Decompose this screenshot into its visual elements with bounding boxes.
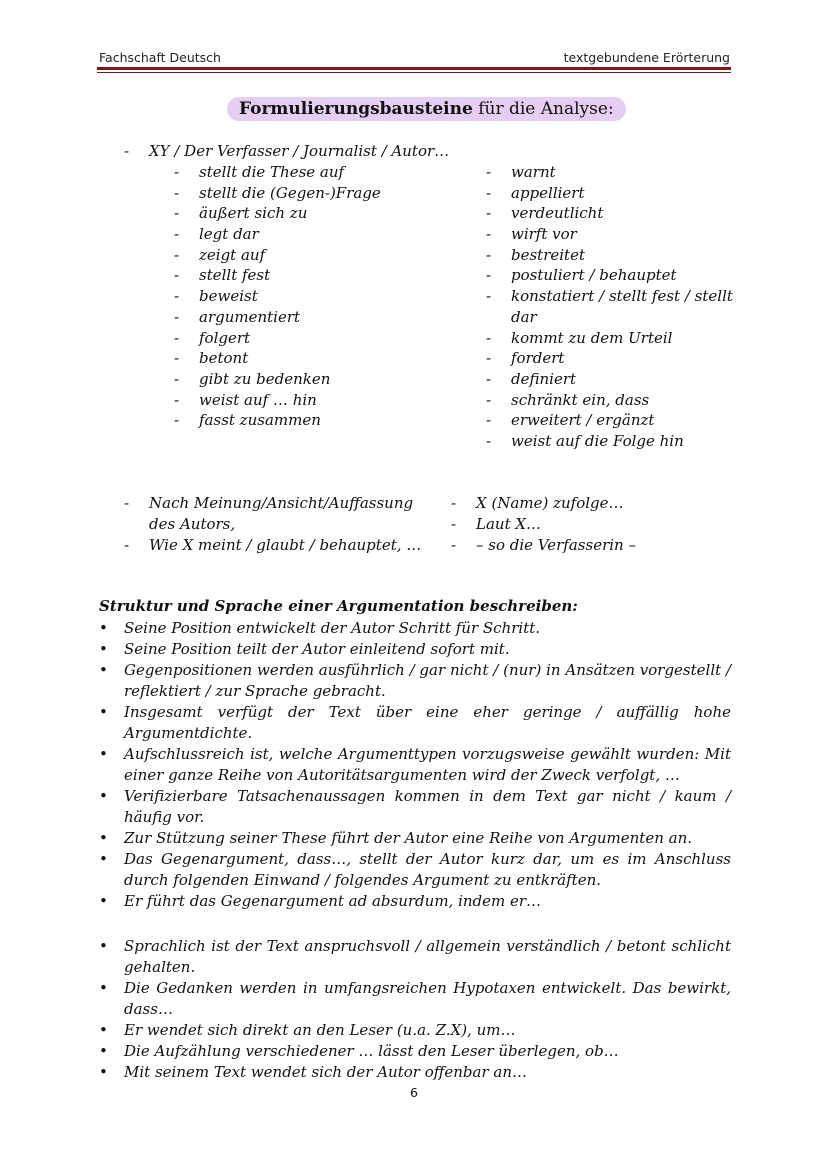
list-item-text: zeigt auf [199, 245, 266, 264]
list-item-text: weist auf … hin [199, 390, 317, 409]
list-item-text: stellt die These auf [199, 163, 345, 181]
list-item-text: betont [199, 349, 249, 368]
list-dash: - [486, 390, 492, 409]
list-dash: - [174, 245, 180, 264]
list-item-text: legt dar [199, 225, 259, 244]
list-item-text: wirft vor [511, 225, 577, 244]
list-item-text: fasst zusammen [199, 411, 321, 430]
intro-text: XY / Der Verfasser / Journalist / Autor… [149, 142, 450, 160]
list-item-text: beweist [199, 287, 258, 306]
bullet-item: • Mit seinem Text wendet sich der Autor offenbar an… [99, 1062, 731, 1083]
opinion-left-1: Nach Meinung/Ansicht/Auffassung [149, 494, 414, 512]
list-dash: - [486, 204, 492, 223]
list-item-text: bestreitet [511, 245, 585, 264]
opinion-right-3: – so die Verfasserin – [476, 536, 636, 554]
bullet-item: • Verifizierbare Tatsachenaussagen kommen in dem Text gar nicht / kaum / häufig vor. [99, 786, 731, 828]
opinion-left-3: Wie X meint / glaubt / behauptet, … [149, 536, 422, 554]
list-dash: - [486, 245, 492, 264]
list-dash: - [486, 163, 492, 181]
list-dash: - [486, 369, 492, 388]
opinion-dash: - [451, 536, 457, 554]
list-dash: - [486, 411, 492, 430]
list-dash: - [174, 204, 180, 223]
list-dash: - [174, 266, 180, 285]
list-dash: - [486, 287, 492, 306]
list-dash: - [486, 328, 492, 347]
section-title: Struktur und Sprache einer Argumentation beschreiben: [99, 597, 578, 615]
list-item-text: äußert sich zu [199, 204, 308, 223]
opinion-right-1: X (Name) zufolge… [476, 494, 624, 512]
list-item-text: postuliert / behauptet [511, 266, 677, 285]
list-dash: - [174, 349, 180, 368]
list-dash: - [486, 183, 492, 202]
page-number: 6 [410, 1085, 418, 1100]
list-item-text: fordert [511, 349, 565, 368]
list-dash: - [486, 349, 492, 368]
bullet-item: • Gegenpositionen werden ausführlich / gar nicht / (nur) in Ansätzen vorgestellt / reflektiert / zur Sprache gebracht. [99, 660, 731, 702]
list-item-text: kommt zu dem Urteil [511, 328, 673, 347]
bullet-item: • Seine Position entwickelt der Autor Schritt für Schritt. [99, 618, 731, 639]
list-dash: - [486, 225, 492, 244]
list-dash: - [174, 390, 180, 409]
header-rule-thin [97, 72, 731, 73]
bullet-item: • Er führt das Gegenargument ad absurdum, indem er… [99, 891, 731, 912]
bullet-item: • Sprachlich ist der Text anspruchsvoll / allgemein verständlich / betont schlicht gehalten. [99, 936, 731, 978]
bullet-item: • Insgesamt verfügt der Text über eine eher geringe / auffällig hohe Argumentdichte. [99, 702, 731, 744]
bullet-item: • Die Aufzählung verschiedener … lässt den Leser überlegen, ob… [99, 1041, 731, 1062]
list-dash: - [174, 183, 180, 202]
title-rest: für die Analyse: [472, 99, 614, 119]
list-item-text: stellt die (Gegen-)Frage [199, 183, 381, 202]
list-item-text: folgert [199, 328, 251, 347]
page-title [227, 97, 626, 121]
opinion-dash: - [124, 536, 130, 554]
list-item-text: verdeutlicht [511, 204, 604, 223]
list-dash: - [174, 411, 180, 430]
opinion-dash: - [451, 494, 457, 512]
list-dash: - [174, 287, 180, 306]
list-item-text: argumentiert [199, 307, 301, 326]
list-dash: - [174, 307, 180, 326]
opinion-dash: - [451, 515, 457, 533]
header-rule-thick [97, 67, 731, 70]
list-dash: - [486, 266, 492, 285]
bullet-list-structure [99, 618, 731, 912]
opinion-right-2: Laut X… [476, 515, 542, 533]
list-item-text: konstatiert / stellt fest / stellt [511, 287, 733, 306]
list-item-text: stellt fest [199, 266, 271, 285]
bullet-item: • Seine Position teilt der Autor einleitend sofort mit. [99, 639, 731, 660]
list-dash: - [486, 431, 492, 450]
opinion-dash: - [124, 494, 130, 512]
list-item-text: erweitert / ergänzt [511, 411, 655, 430]
bullet-item: • Aufschlussreich ist, welche Argumenttypen vorzugsweise gewählt wurden: Mit einer ganze Reihe von Autoritätsargumenten wird der Zweck verfolgt, … [99, 744, 731, 786]
opinion-left-2: des Autors, [149, 515, 236, 533]
list-item-text: schränkt ein, dass [511, 390, 650, 409]
list-dash: - [174, 163, 180, 181]
list-item-text: warnt [511, 163, 556, 181]
list-dash: - [174, 328, 180, 347]
bullet-item: • Er wendet sich direkt an den Leser (u.a. Z.X), um… [99, 1020, 731, 1041]
list-dash: - [174, 369, 180, 388]
list-item-text: definiert [511, 369, 577, 388]
bullet-item: • Zur Stützung seiner These führt der Autor eine Reihe von Argumenten an. [99, 828, 731, 849]
intro-dash: - [124, 142, 130, 160]
bullet-item: • Die Gedanken werden in umfangsreichen Hypotaxen entwickelt. Das bewirkt, dass… [99, 978, 731, 1020]
list-item-text: weist auf die Folge hin [511, 431, 684, 450]
header-left: Fachschaft Deutsch [99, 50, 221, 65]
list-item-text: dar [511, 307, 537, 326]
header-right: textgebundene Erörterung [563, 50, 730, 65]
title-bold: Formulierungsbausteine [239, 99, 473, 119]
list-item-text: appelliert [511, 183, 585, 202]
list-dash: - [174, 225, 180, 244]
bullet-item: • Das Gegenargument, dass…, stellt der Autor kurz dar, um es im Anschluss durch folgenden Einwand / folgendes Argument zu entkräften. [99, 849, 731, 891]
bullet-list-language [99, 936, 731, 1083]
list-item-text: gibt zu bedenken [199, 369, 331, 388]
